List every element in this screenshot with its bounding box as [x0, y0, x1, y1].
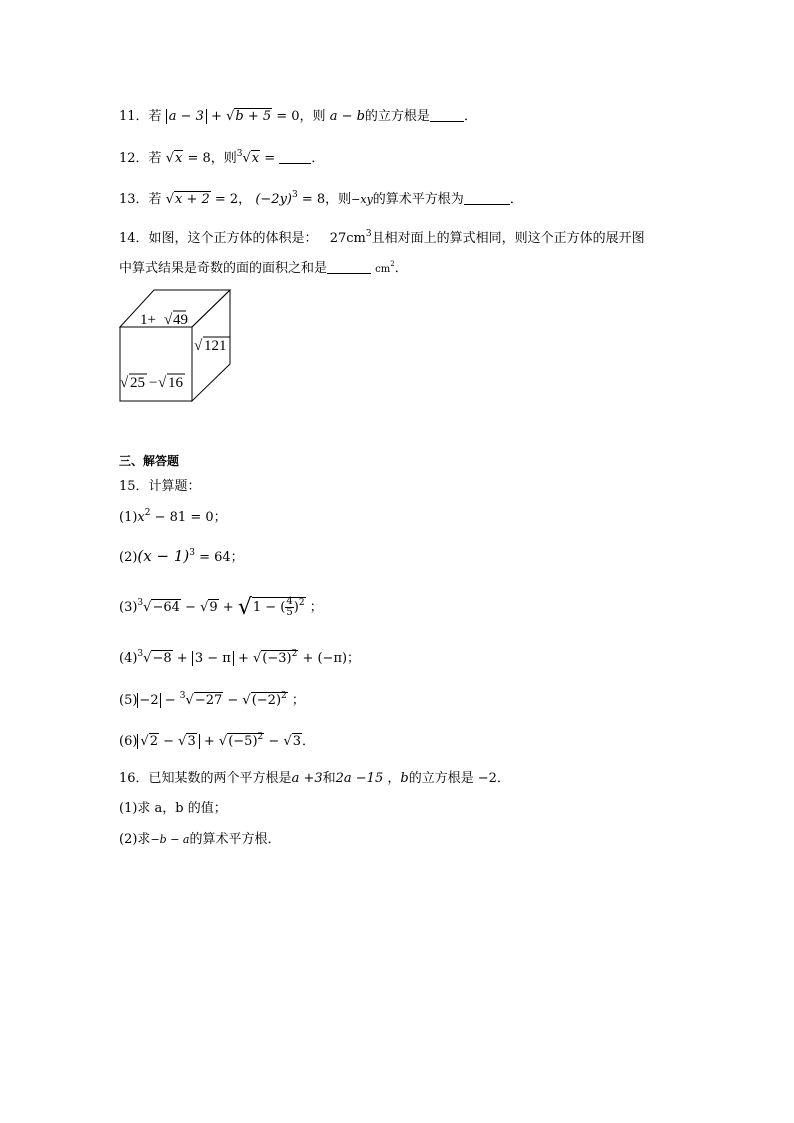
q11-number: 11．	[119, 109, 149, 124]
answer-blank	[430, 109, 464, 122]
q15-part-1: $(1)x^2 - 81 = 0$；	[119, 508, 227, 525]
abs-expression: a − 3	[166, 109, 207, 124]
svg-text:√: √	[194, 338, 203, 354]
q12-number: 12．	[119, 151, 149, 166]
section-heading: 三、解答题	[119, 454, 180, 468]
cube-top-label-a: 1+	[140, 312, 156, 328]
q15-part-2: $(2)(x - 1)^3 = 64$；	[119, 547, 244, 565]
q16-part-1: (1)求 a，b 的值；	[119, 801, 227, 816]
answer-blank	[327, 261, 371, 274]
question-15-title: 15．计算题：	[119, 479, 201, 494]
answer-blank	[279, 151, 311, 164]
q14-number: 14．	[119, 231, 149, 246]
cube-figure	[118, 288, 238, 404]
q13-number: 13．	[119, 192, 149, 207]
cube-front-minus: −	[149, 375, 158, 391]
sqrt-expression: b + 5	[235, 109, 272, 124]
q15-part-4: $(4)^3√-8 + 3 - \pi + √(-3)^2 + (-\pi)$；	[119, 649, 361, 666]
question-11: 11．若 a − 3 + √b + 5 = 0，则 a − b的立方根是 ．	[119, 109, 477, 124]
svg-text:√: √	[120, 375, 129, 391]
svg-text:√: √	[158, 375, 167, 391]
question-14-line-1: 14．如图，这个正方体的体积是： $27cm^3$且相对面上的算式相同，则这个正方体的展开图	[119, 229, 645, 246]
q16-part-2: (2)求−b − a的算术平方根．	[119, 832, 281, 847]
cube-top-label-rad: 49	[173, 312, 188, 328]
question-13: 13．若 √x + 2 = 2， $(-2y)^3 = 8$，则−xy的算术平方根为 ．	[119, 190, 523, 207]
question-12: 12．若 √x = 8，则$^3$√x = ．	[119, 149, 325, 166]
svg-text:√: √	[164, 312, 173, 328]
q15-part-6: (6) $√2 - √3 + √(-5)^2 - √3$．	[119, 732, 316, 749]
answer-blank	[464, 192, 510, 205]
question-14-line-2: 中算式结果是奇数的面的面积之和是 $cm^2$．	[119, 260, 408, 276]
cube-front-rad2: 16	[168, 375, 183, 391]
q15-part-5: $(5) -2 - ^3√-27 - √(-2)^2$ ；	[119, 691, 305, 708]
fraction: $\frac{4}{5}$	[286, 596, 293, 618]
question-16: 16．已知某数的两个平方根是a +3和2a −15 ，b的立方根是 −2．	[119, 771, 510, 786]
cube-side-label-rad: 121	[204, 338, 227, 354]
q15-part-3: $(3)^3√-64 - √9 + √1$ − ( $\frac{4}{5}$ )$^2$ ；	[119, 595, 323, 620]
cube-front-rad1: 25	[130, 375, 145, 391]
